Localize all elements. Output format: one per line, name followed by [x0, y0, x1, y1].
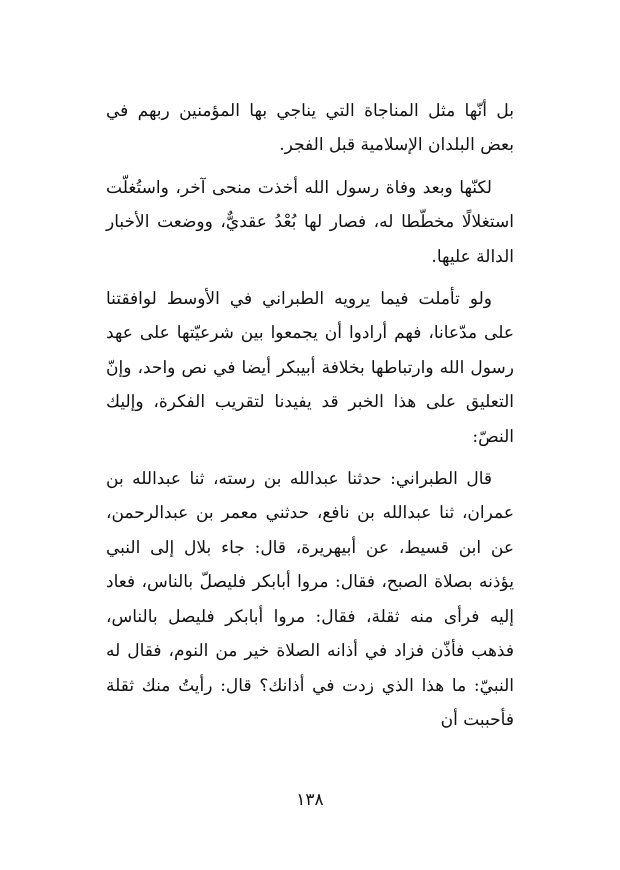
- page-body: [106, 94, 514, 737]
- paragraph-4: قال الطبراني: حدثنا عبدالله بن رسته، ثنا عبدالله بن عمران، ثنا عبدالله بن نافع، حدثني معمر بن عبدالرحمن، عن ابن قسيط، عن أبيهريرة، قال: جاء بلال إلى النبي يؤذنه بصلاة الصبح، فقال: مروا أبابكر فليصلّ بالناس، فعاد إليه فرأى منه ثقلة، فقال: مروا أبابكر فليصل بالناس، فذهب فأذّن فزاد في أذانه الصلاة خير من النوم، فقال له النبيّ: ما هذا الذي زدت في أذانك؟ قال: رأيتُ منك ثقلة فأحببت أن: [106, 469, 514, 730]
- page-number: ١٣٨: [296, 790, 324, 810]
- paragraph-1: بل أنّها مثل المناجاة التي يناجي بها المؤمنين ربهم في بعض البلدان الإسلامية قبل الفجر.: [106, 101, 514, 156]
- paragraph-3: ولو تأملت فيما يرويه الطبراني في الأوسط لوافقتنا على مدّعانا، فهم أرادوا أن يجمعوا بين شرعيّتها على عهد رسول الله وارتباطها بخلافة أبيبكر أيضا في نص واحد، وإنّ التعليق على هذا الخبر قد يفيدنا لتقريب الفكرة، وإليك النصّ:: [106, 289, 514, 447]
- paragraph-2: لكنّها وبعد وفاة رسول الله أخذت منحى آخر، واستُغلّت استغلالًا مخطّطا له، فصار لها بُعْدُ عقديٌّ، ووضعت الأخبار الدالة عليها.: [106, 177, 514, 267]
